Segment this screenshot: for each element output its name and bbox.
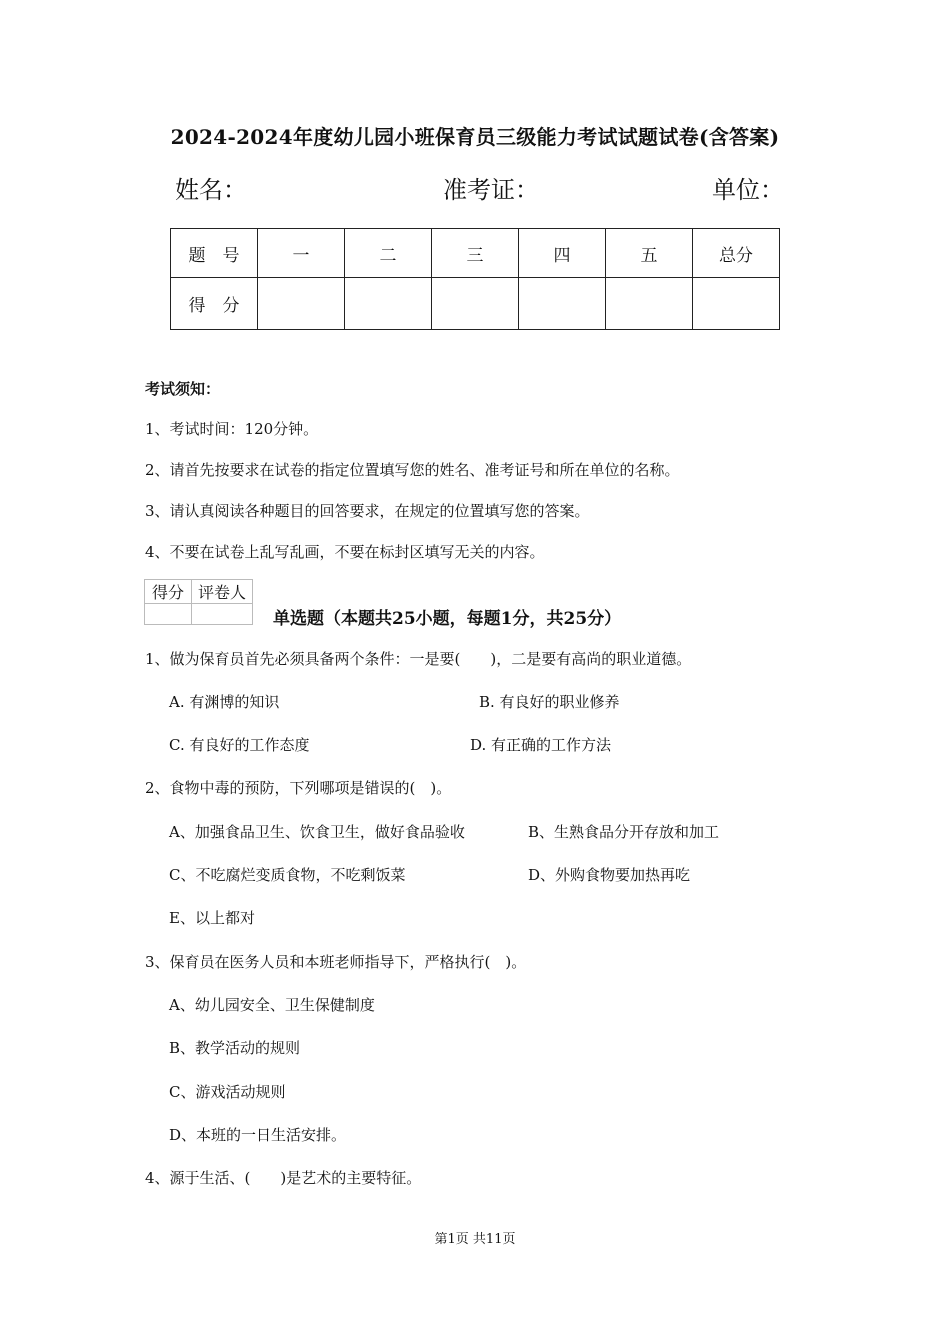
score-header-cell: 三 xyxy=(432,229,519,278)
score-cell[interactable] xyxy=(519,278,606,330)
score-table-score-row xyxy=(171,278,780,330)
score-cell[interactable] xyxy=(606,278,693,330)
section-title: 单选题（本题共25小题，每题1分，共25分） xyxy=(273,609,622,629)
score-table xyxy=(170,228,780,330)
option: C、不吃腐烂变质食物，不吃剩饭菜 xyxy=(169,866,406,884)
name-field-label: 姓名： xyxy=(175,176,247,204)
question-text: 1、做为保育员首先必须具备两个条件：一是要( )，二是要有高尚的职业道德。 xyxy=(145,650,692,668)
question-text: 3、保育员在医务人员和本班老师指导下，严格执行( )。 xyxy=(145,953,527,971)
grader-box xyxy=(144,579,253,625)
unit-field-label: 单位： xyxy=(712,176,784,204)
option: E、以上都对 xyxy=(169,909,255,927)
note-item: 2、请首先按要求在试卷的指定位置填写您的姓名、准考证号和所在单位的名称。 xyxy=(145,461,680,479)
option: B. 有良好的职业修养 xyxy=(479,693,620,711)
grader-score-cell[interactable] xyxy=(145,604,192,625)
exam-id-field-label: 准考证： xyxy=(443,176,539,204)
score-header-cell: 一 xyxy=(258,229,345,278)
option: C、游戏活动规则 xyxy=(169,1083,286,1101)
score-row-label: 得 分 xyxy=(171,278,258,330)
score-header-cell: 题 号 xyxy=(171,229,258,278)
option: D、本班的一日生活安排。 xyxy=(169,1126,347,1144)
option: B、教学活动的规则 xyxy=(169,1039,301,1057)
option: B、生熟食品分开存放和加工 xyxy=(528,823,720,841)
option: D、外购食物要加热再吃 xyxy=(528,866,691,884)
option: A. 有渊博的知识 xyxy=(169,693,280,711)
document-title: 2024-2024年度幼儿园小班保育员三级能力考试试题试卷(含答案) xyxy=(170,125,780,149)
score-header-cell: 四 xyxy=(519,229,606,278)
score-cell[interactable] xyxy=(693,278,780,330)
question-text: 4、源于生活、( )是艺术的主要特征。 xyxy=(145,1169,422,1187)
score-header-cell: 二 xyxy=(345,229,432,278)
notes-title: 考试须知： xyxy=(145,380,221,398)
question-text: 2、食物中毒的预防，下列哪项是错误的( )。 xyxy=(145,779,452,797)
score-table-header-row xyxy=(171,229,780,278)
score-cell[interactable] xyxy=(345,278,432,330)
score-header-cell: 五 xyxy=(606,229,693,278)
option: D. 有正确的工作方法 xyxy=(470,736,612,754)
score-header-cell: 总分 xyxy=(693,229,780,278)
note-item: 4、不要在试卷上乱写乱画，不要在标封区填写无关的内容。 xyxy=(145,543,545,561)
grader-reviewer-cell[interactable] xyxy=(192,604,253,625)
score-cell[interactable] xyxy=(258,278,345,330)
option: A、加强食品卫生、饮食卫生，做好食品验收 xyxy=(169,823,465,841)
grader-reviewer-label: 评卷人 xyxy=(192,580,253,604)
option: C. 有良好的工作态度 xyxy=(169,736,310,754)
score-cell[interactable] xyxy=(432,278,519,330)
note-item: 3、请认真阅读各种题目的回答要求，在规定的位置填写您的答案。 xyxy=(145,502,590,520)
page-footer: 第1页 共11页 xyxy=(434,1232,516,1247)
grader-score-label: 得分 xyxy=(145,580,192,604)
option: A、幼儿园安全、卫生保健制度 xyxy=(169,996,375,1014)
note-item: 1、考试时间：120分钟。 xyxy=(145,420,319,438)
